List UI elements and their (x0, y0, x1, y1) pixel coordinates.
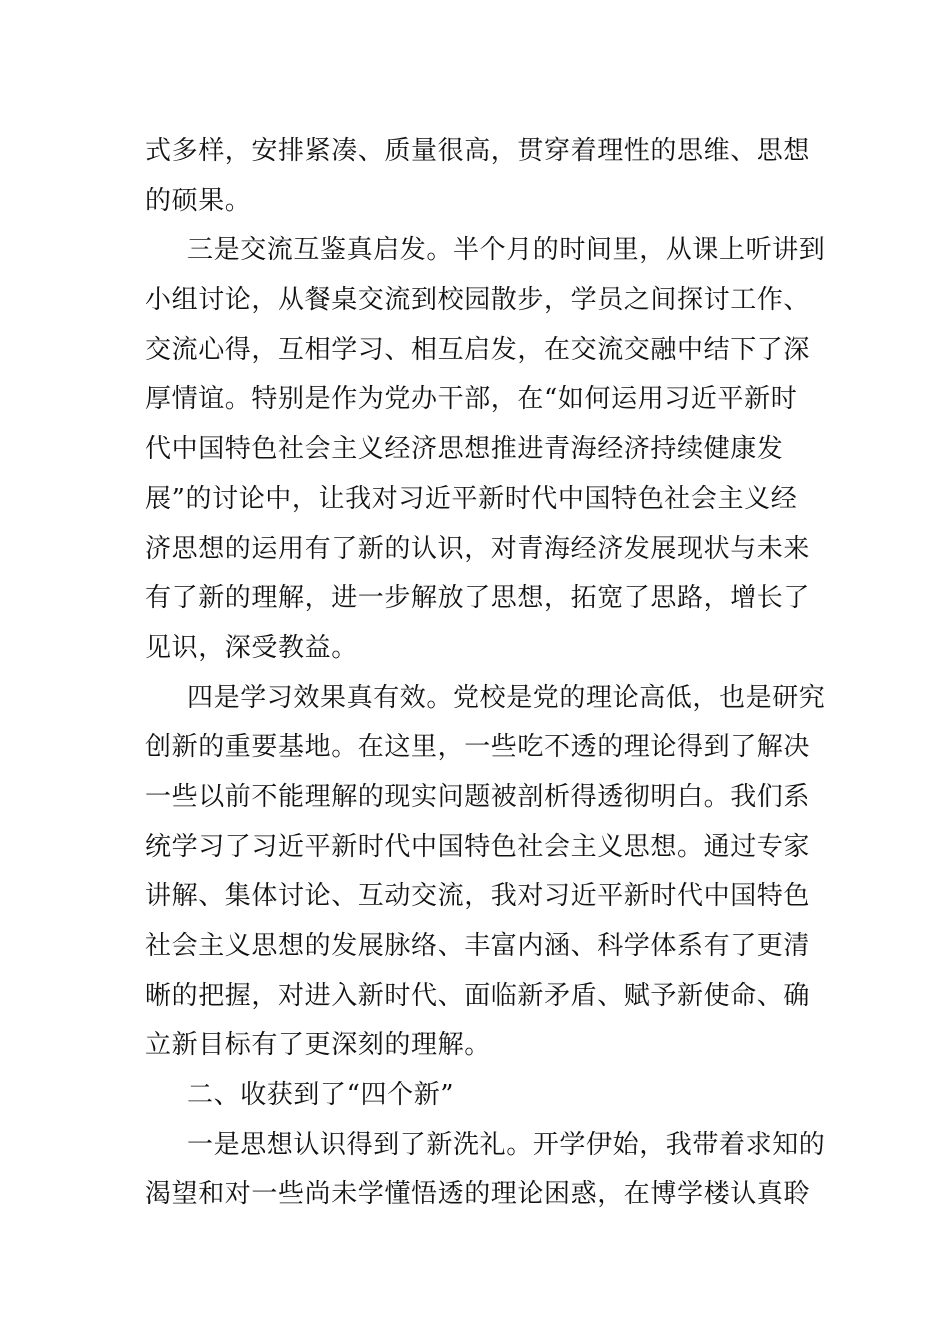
text-line: 四是学习效果真有效。党校是党的理论高低，也是研究 (187, 682, 826, 713)
text-line: 代中国特色社会主义经济思想推进青海经济持续健康发 (145, 434, 784, 465)
text-line: 渴望和对一些尚未学懂悟透的理论困惑，在博学楼认真聆 (145, 1179, 811, 1210)
text-line: 交流心得，互相学习、相互启发，在交流交融中结下了深 (145, 334, 811, 365)
text-line: 立新目标有了更深刻的理解。 (145, 1030, 491, 1061)
text-line: 一些以前不能理解的现实问题被剖析得透彻明白。我们系 (145, 781, 811, 812)
text-line: 有了新的理解，进一步解放了思想，拓宽了思路，增长了 (145, 583, 811, 614)
text-line: 小组讨论，从餐桌交流到校园散步，学员之间探讨工作、 (145, 285, 811, 316)
text-line: 统学习了习近平新时代中国特色社会主义思想。通过专家 (145, 831, 811, 862)
text-line: 济思想的运用有了新的认识，对青海经济发展现状与未来 (145, 533, 811, 564)
section-heading: 二、收获到了“四个新” (187, 1080, 455, 1111)
text-line: 展”的讨论中，让我对习近平新时代中国特色社会主义经 (145, 483, 798, 514)
body-text (145, 127, 826, 1220)
text-line: 晰的把握，对进入新时代、面临新矛盾、赋予新使命、确 (145, 980, 811, 1011)
text-line: 见识，深受教益。 (145, 632, 358, 663)
text-line: 的硕果。 (145, 185, 252, 216)
text-line: 式多样，安排紧凑、质量很高，贯穿着理性的思维、思想 (145, 136, 811, 166)
text-line: 三是交流互鉴真启发。半个月的时间里，从课上听讲到 (187, 235, 826, 266)
text-line: 创新的重要基地。在这里，一些吃不透的理论得到了解决 (145, 732, 811, 763)
text-line: 厚情谊。特别是作为党办干部，在“如何运用习近平新时 (145, 384, 798, 415)
text-line: 社会主义思想的发展脉络、丰富内涵、科学体系有了更清 (145, 931, 811, 961)
text-line: 讲解、集体讨论、互动交流，我对习近平新时代中国特色 (145, 881, 811, 912)
text-line: 一是思想认识得到了新洗礼。开学伊始，我带着求知的 (187, 1129, 826, 1160)
